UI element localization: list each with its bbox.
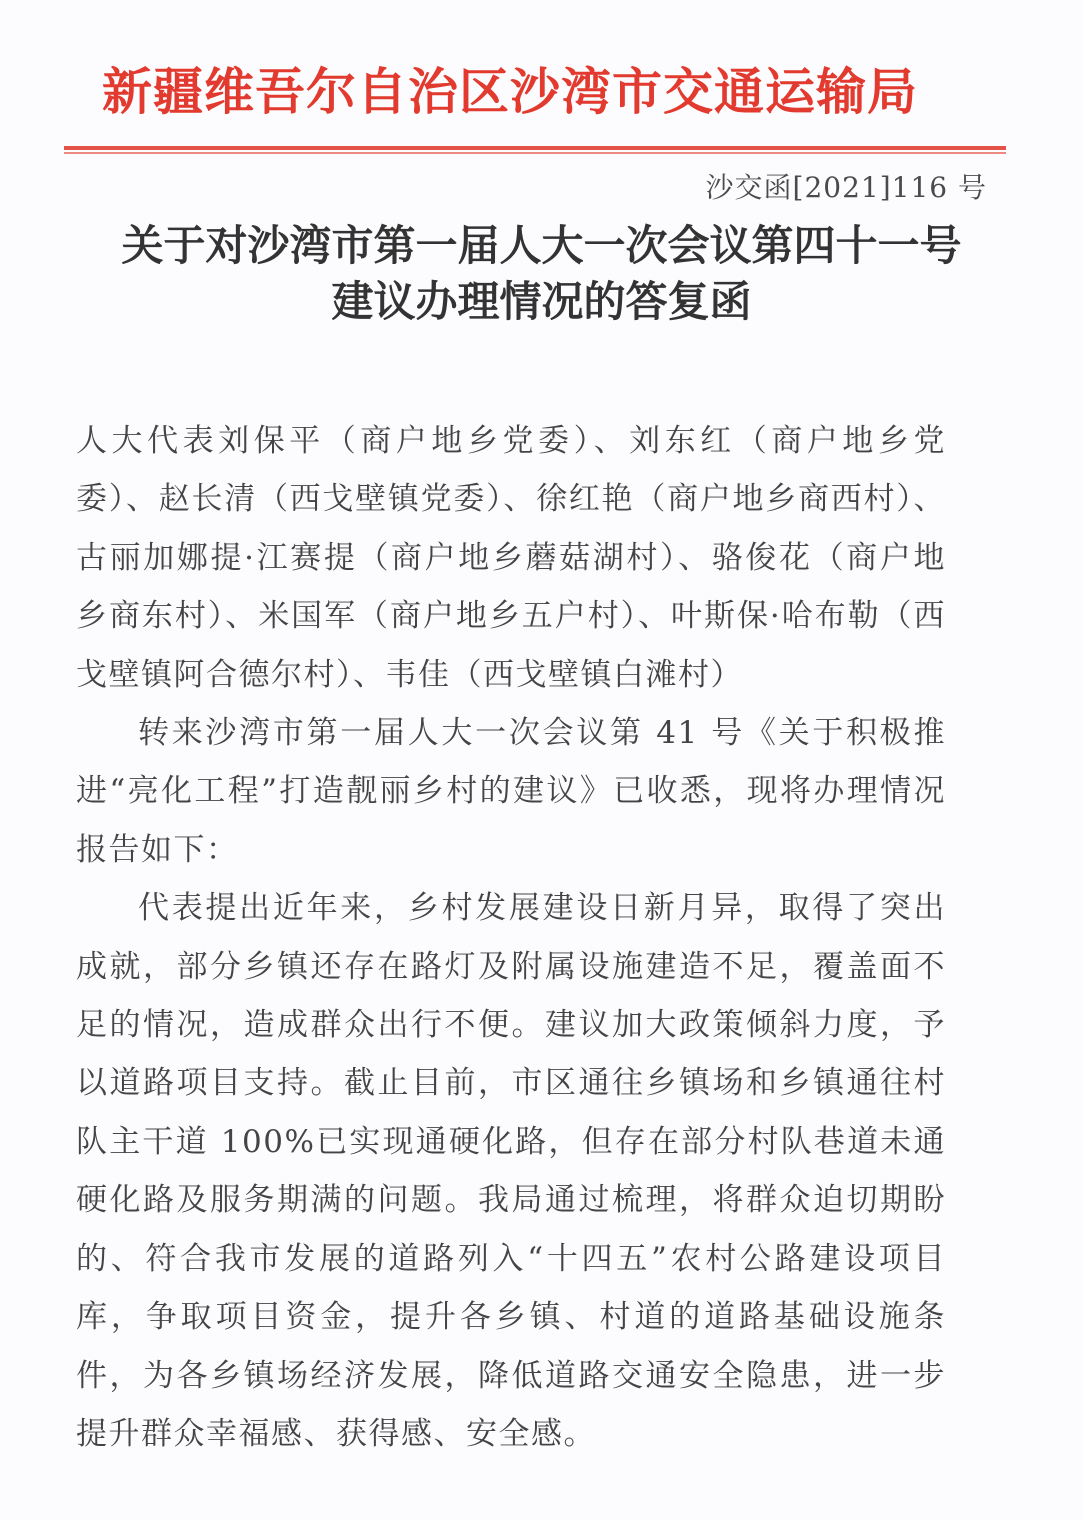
recipients-paragraph: 人大代表刘保平（商户地乡党委）、刘东红（商户地乡党委）、赵长清（西戈壁镇党委）、徐红艳（商户地乡商西村）、古丽加娜提·江赛提（商户地乡蘑菇湖村）、骆俊花（商户地乡商东村）、米国军（商户地乡五户村）、叶斯保·哈布勒（西戈壁镇阿合德尔村）、韦佳（西戈壁镇白滩村） xyxy=(76,423,946,693)
title-line-2: 建议办理情况的答复函 xyxy=(331,277,752,326)
document-title xyxy=(0,218,1083,330)
document-body xyxy=(76,412,946,1463)
document-number: 沙交函[2021]116 号 xyxy=(705,171,987,204)
header-divider-thin xyxy=(64,152,1006,154)
body-paragraph-1: 转来沙湾市第一届人大一次会议第 41 号《关于积极推进“亮化工程”打造靓丽乡村的建议》已收悉，现将办理情况报告如下： xyxy=(76,715,946,868)
title-line-1: 关于对沙湾市第一届人大一次会议第四十一号 xyxy=(121,221,962,270)
body-paragraph-2: 代表提出近年来，乡村发展建设日新月异，取得了突出成就，部分乡镇还存在路灯及附属设施建造不足，覆盖面不足的情况，造成群众出行不便。建议加大政策倾斜力度，予以道路项目支持。截止目前，市区通往乡镇场和乡镇通往村队主干道 100%已实现通硬化路，但存在部分村队巷道未通硬化路及服务期满的问题。我局通过梳理，将群众迫切期盼的、符合我市发展的道路列入“十四五”农村公路建设项目库，争取项目资金，提升各乡镇、村道的道路基础设施条件，为各乡镇场经济发展，降低道路交通安全隐患，进一步提升群众幸福感、获得感、安全感。 xyxy=(76,890,946,1452)
organization-header: 新疆维吾尔自治区沙湾市交通运输局 xyxy=(102,62,918,121)
header-divider-thick xyxy=(64,146,1006,150)
